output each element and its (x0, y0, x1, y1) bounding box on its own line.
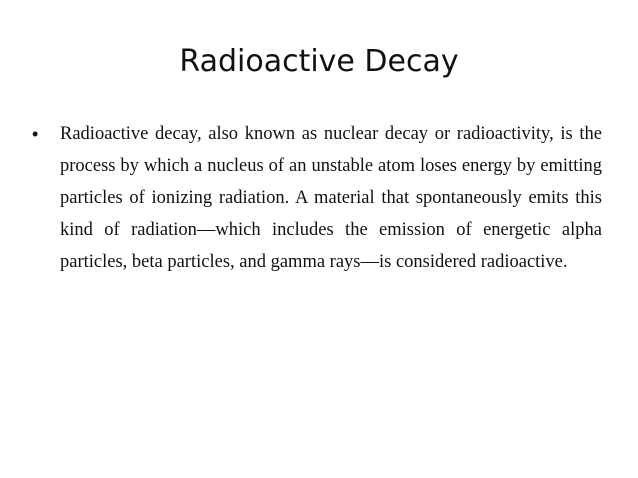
slide-title: Radioactive Decay (179, 44, 459, 79)
bullet-text: Radioactive decay, also known as nuclear decay or radioactivity, is the process by which a nucleus of an unstable atom loses energy by emitting particles of ionizing radiation. A material that spontaneously emits this kind of radiation—which includes the emission of energetic alpha particles, beta particles, and gamma rays—is considered radioactive. (60, 124, 602, 272)
bullet-item (30, 118, 602, 278)
bullet-icon: • (32, 124, 39, 144)
bullet-list (30, 118, 602, 278)
